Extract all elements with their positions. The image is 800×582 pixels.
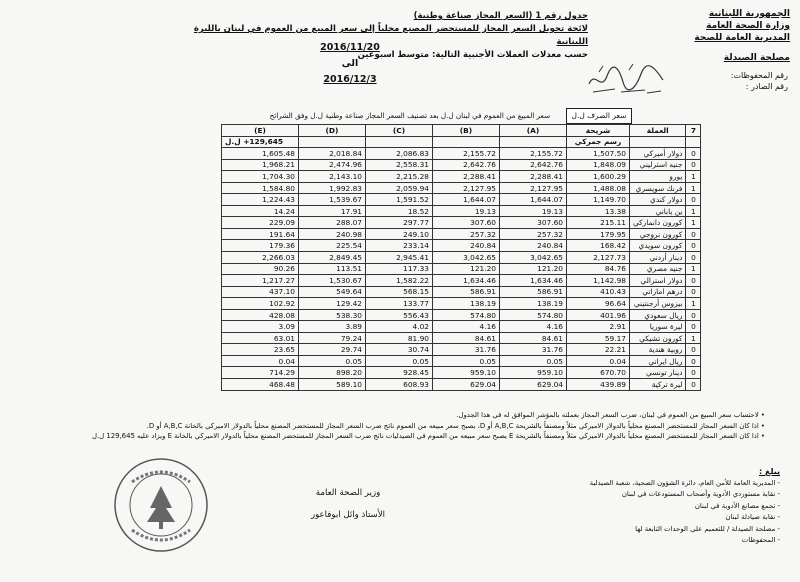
value-b: 2,642.76	[433, 159, 500, 171]
date-range	[295, 40, 405, 88]
row-index: 0	[686, 344, 701, 356]
value-b: 2,155.72	[433, 148, 500, 160]
table-row	[222, 194, 701, 206]
value-a: 959.10	[500, 367, 567, 379]
e-threshold: 129,645+ ل.ل	[225, 137, 284, 147]
value-b: 84.61	[433, 332, 500, 344]
table-row	[222, 332, 701, 344]
col-header-a: (A)	[500, 125, 567, 137]
recipients-label: يبلغ :	[759, 467, 780, 476]
value-e: 1,224.43	[222, 194, 299, 206]
value-e: 1,704.30	[222, 171, 299, 183]
value-b: 3,042.65	[433, 252, 500, 264]
value-b: 2,127.95	[433, 182, 500, 194]
value-d: 3.89	[299, 321, 366, 333]
value-a: 2,155.72	[500, 148, 567, 160]
currency-name: كورون نروجي	[630, 228, 686, 240]
currency-name: دولار استرالي	[630, 275, 686, 287]
value-a: 84.61	[500, 332, 567, 344]
col-header-c: (C)	[366, 125, 433, 137]
value-d: 2,018.84	[299, 148, 366, 160]
table-row	[222, 298, 701, 310]
value-b: 121.20	[433, 263, 500, 275]
corner-number: 7	[686, 125, 701, 137]
exchange-rate: 13.38	[567, 205, 630, 217]
e-threshold-cell	[222, 136, 299, 148]
table-row	[222, 367, 701, 379]
value-e: 1,584.80	[222, 182, 299, 194]
value-e: 3.09	[222, 321, 299, 333]
value-e: 191.64	[222, 228, 299, 240]
empty-cell	[299, 136, 366, 148]
exchange-rate: 179.95	[567, 228, 630, 240]
value-a: 574.80	[500, 309, 567, 321]
col-header-b: (B)	[433, 125, 500, 137]
value-a: 586.91	[500, 286, 567, 298]
value-c: 2,945.41	[366, 252, 433, 264]
value-c: 233.14	[366, 240, 433, 252]
value-e: 2,266.03	[222, 252, 299, 264]
row-index: 0	[686, 228, 701, 240]
exchange-rate: 1,488.08	[567, 182, 630, 194]
value-c: 2,086.83	[366, 148, 433, 160]
currency-name: ريال ايراني	[630, 355, 686, 367]
value-d: 240.98	[299, 228, 366, 240]
currency-name: كورون سويدي	[630, 240, 686, 252]
note-2: • اذا كان السعر المجاز للمستحضر المصنع محلياً بالدولار الاميركي مثلاً ومصنفاً بالشريحة A,B,C أو D، يصبح سعر مبيعه من العموم ناتج ضرب السعر المجاز للمستحضر المصنع محلياً بالدولار الاميركي بالخانة A,B,C أو D.	[146, 421, 765, 430]
empty-cell	[433, 136, 500, 148]
value-d: 1,530.67	[299, 275, 366, 287]
exchange-rate: 401.96	[567, 309, 630, 321]
recipients-block	[450, 466, 780, 547]
exchange-rate: 59.17	[567, 332, 630, 344]
recipient-3: - تجمع مصانع الأدوية في لبنان	[694, 501, 780, 510]
value-c: 1,591.52	[366, 194, 433, 206]
row-index: 0	[686, 240, 701, 252]
currency-name: ين ياباني	[630, 205, 686, 217]
row-index: 0	[686, 159, 701, 171]
value-c: 4.02	[366, 321, 433, 333]
value-c: 1,582.22	[366, 275, 433, 287]
value-b: 31.76	[433, 344, 500, 356]
value-c: 30.74	[366, 344, 433, 356]
value-d: 549.64	[299, 286, 366, 298]
value-e: 23.65	[222, 344, 299, 356]
empty-cell	[686, 136, 701, 148]
table-title: سعر المبيع من العموم في لبنان ل.ل بعد تصنيف السعر المجاز صناعة وطنية ل.ل وفق الشرائح	[269, 111, 550, 120]
value-b: 574.80	[433, 309, 500, 321]
value-c: 2,558.31	[366, 159, 433, 171]
file-number-label: رقم المحفوظات:	[730, 71, 788, 80]
table-row	[222, 148, 701, 160]
row-index: 1	[686, 217, 701, 229]
table-row	[222, 379, 701, 391]
table-row	[222, 252, 701, 264]
table-row	[222, 263, 701, 275]
value-b: 1,634.46	[433, 275, 500, 287]
value-e: 437.10	[222, 286, 299, 298]
value-e: 714.29	[222, 367, 299, 379]
value-a: 2,127.95	[500, 182, 567, 194]
value-c: 297.77	[366, 217, 433, 229]
date-to-word: الى	[341, 58, 359, 69]
value-d: 0.05	[299, 355, 366, 367]
ministry-header	[620, 8, 790, 64]
currency-name: ليرة سوريا	[630, 321, 686, 333]
currency-name: دولار كندي	[630, 194, 686, 206]
empty-cell	[366, 136, 433, 148]
value-a: 0.05	[500, 355, 567, 367]
minister-block	[258, 482, 438, 526]
table-row	[222, 159, 701, 171]
value-d: 129.42	[299, 298, 366, 310]
exchange-rate: 1,149.70	[567, 194, 630, 206]
exchange-rate: 96.64	[567, 298, 630, 310]
title-line-1: جدول رقم 1 (السعر المجاز صناعة وطنية)	[413, 11, 588, 21]
value-d: 79.24	[299, 332, 366, 344]
table-row	[222, 321, 701, 333]
value-a: 31.76	[500, 344, 567, 356]
currency-name: ريال سعودي	[630, 309, 686, 321]
exchange-rate: 168.42	[567, 240, 630, 252]
table-header-row-1	[222, 125, 701, 137]
official-stamp	[112, 456, 210, 554]
title-line-3: حسب معدلات العملات الأجنبية التالية: متوسط اسبوعين	[357, 50, 588, 60]
exchange-table-body	[222, 125, 701, 391]
empty-cell	[630, 136, 686, 148]
value-d: 288.07	[299, 217, 366, 229]
currency-name: يورو	[630, 171, 686, 183]
recipient-2: - نقابة مستوردي الأدوية وأصحاب المستودعات في لبنان	[621, 490, 780, 498]
value-b: 0.05	[433, 355, 500, 367]
exchange-rate: 2.91	[567, 321, 630, 333]
value-d: 1,539.67	[299, 194, 366, 206]
value-c: 568.15	[366, 286, 433, 298]
value-b: 240.84	[433, 240, 500, 252]
currency-name: روبية هندية	[630, 344, 686, 356]
header-line-republic: الجمهورية اللبنانية	[708, 9, 790, 19]
row-index: 0	[686, 379, 701, 391]
value-c: 0.05	[366, 355, 433, 367]
value-c: 556.43	[366, 309, 433, 321]
table-row	[222, 275, 701, 287]
value-b: 4.16	[433, 321, 500, 333]
value-e: 90.26	[222, 263, 299, 275]
row-index: 0	[686, 309, 701, 321]
note-1: • لاحتساب سعر المبيع من العموم في لبنان، ضرب السعر المجاز بعملته بالمؤشر الموافق له في هذا الجدول.	[456, 411, 765, 419]
recipient-1: - المديرية العامة للأمن العام، دائرة الشؤون الصحية، شعبة الصيدلية	[589, 478, 780, 487]
value-a: 2,642.76	[500, 159, 567, 171]
value-a: 629.04	[500, 379, 567, 391]
value-d: 113.51	[299, 263, 366, 275]
value-c: 249.10	[366, 228, 433, 240]
value-a: 3,042.65	[500, 252, 567, 264]
row-index: 0	[686, 286, 701, 298]
row-index: 1	[686, 263, 701, 275]
row-index: 1	[686, 298, 701, 310]
value-b: 307.60	[433, 217, 500, 229]
currency-name: ليرة تركية	[630, 379, 686, 391]
value-d: 225.54	[299, 240, 366, 252]
value-a: 121.20	[500, 263, 567, 275]
table-row	[222, 205, 701, 217]
value-e: 14.24	[222, 205, 299, 217]
value-a: 240.84	[500, 240, 567, 252]
recipient-4: - نقابة صيادلة لبنان	[725, 513, 780, 521]
minister-title: وزير الصحة العامة	[315, 488, 381, 498]
currency-name: فرنك سويسري	[630, 182, 686, 194]
value-e: 1,605.48	[222, 148, 299, 160]
value-a: 4.16	[500, 321, 567, 333]
value-c: 928.45	[366, 367, 433, 379]
row-index: 0	[686, 355, 701, 367]
value-d: 2,474.96	[299, 159, 366, 171]
row-index: 1	[686, 332, 701, 344]
value-b: 257.32	[433, 228, 500, 240]
value-d: 898.20	[299, 367, 366, 379]
exchange-rate: 410.43	[567, 286, 630, 298]
row-index: 0	[686, 275, 701, 287]
value-c: 81.90	[366, 332, 433, 344]
table-row	[222, 355, 701, 367]
exchange-rate: 439.89	[567, 379, 630, 391]
header-line-ministry: وزارة الصحة العامة	[706, 21, 790, 31]
customs-header: رسم جمركي	[567, 136, 630, 148]
value-d: 2,849.45	[299, 252, 366, 264]
exchange-rate: 84.76	[567, 263, 630, 275]
currency-name: بيزوس أرجنتيني	[630, 298, 686, 310]
value-e: 1,968.21	[222, 159, 299, 171]
header-line-directorate: المديرية العامة للصحة	[694, 33, 790, 43]
row-index: 0	[686, 148, 701, 160]
value-b: 2,288.41	[433, 171, 500, 183]
outgoing-number-label: رقم الصادر :	[745, 82, 788, 91]
value-c: 18.52	[366, 205, 433, 217]
minister-name: الأستاذ وائل ابوفاعور	[310, 510, 386, 520]
value-b: 1,644.07	[433, 194, 500, 206]
table-row	[222, 228, 701, 240]
exchange-rate: 215.11	[567, 217, 630, 229]
currency-header: العملة	[630, 125, 686, 137]
value-d: 2,143.10	[299, 171, 366, 183]
value-a: 307.60	[500, 217, 567, 229]
exchange-rate-box: سعر الصرف ل.ل	[566, 108, 632, 124]
row-index: 1	[686, 171, 701, 183]
value-e: 102.92	[222, 298, 299, 310]
value-b: 586.91	[433, 286, 500, 298]
col-header-e: (E)	[222, 125, 299, 137]
handwritten-signature	[585, 62, 667, 98]
currency-name: جنيه استرليني	[630, 159, 686, 171]
value-e: 468.48	[222, 379, 299, 391]
value-d: 538.30	[299, 309, 366, 321]
exchange-rate: 22.21	[567, 344, 630, 356]
table-row	[222, 344, 701, 356]
bracket-header: شريحة	[567, 125, 630, 137]
value-c: 2,215.28	[366, 171, 433, 183]
value-d: 1,992.83	[299, 182, 366, 194]
date-from: 2016/11/20	[320, 42, 380, 53]
table-row	[222, 286, 701, 298]
date-to: 2016/12/3	[323, 74, 377, 85]
empty-cell	[500, 136, 567, 148]
currency-name: دينار تونسي	[630, 367, 686, 379]
value-c: 117.33	[366, 263, 433, 275]
row-index: 0	[686, 321, 701, 333]
value-b: 629.04	[433, 379, 500, 391]
exchange-rate: 1,142.98	[567, 275, 630, 287]
table-row	[222, 240, 701, 252]
value-e: 229.09	[222, 217, 299, 229]
value-a: 138.19	[500, 298, 567, 310]
value-e: 428.08	[222, 309, 299, 321]
exchange-rate: 0.04	[567, 355, 630, 367]
value-c: 608.93	[366, 379, 433, 391]
currency-name: دولار أميركي	[630, 148, 686, 160]
currency-name: دينار أردني	[630, 252, 686, 264]
value-d: 17.91	[299, 205, 366, 217]
exchange-rate: 670.70	[567, 367, 630, 379]
row-index: 1	[686, 205, 701, 217]
value-a: 1,634.46	[500, 275, 567, 287]
value-b: 138.19	[433, 298, 500, 310]
exchange-rate: 1,507.50	[567, 148, 630, 160]
recipient-5: - مصلحة الصيدلة / للتعميم على الوحدات التابعة لها	[635, 524, 780, 533]
recipient-6: - المحفوظات	[741, 536, 780, 544]
value-e: 179.36	[222, 240, 299, 252]
value-e: 0.04	[222, 355, 299, 367]
table-header-row-2	[222, 136, 701, 148]
exchange-rate: 2,127.73	[567, 252, 630, 264]
notes-block	[91, 410, 765, 442]
value-a: 2,288.41	[500, 171, 567, 183]
value-c: 133.77	[366, 298, 433, 310]
currency-name: كورون دانماركي	[630, 217, 686, 229]
row-index: 0	[686, 194, 701, 206]
exchange-table	[221, 124, 701, 391]
value-a: 1,644.07	[500, 194, 567, 206]
row-index: 1	[686, 182, 701, 194]
currency-name: كورون تشيكي	[630, 332, 686, 344]
exchange-rate: 1,600.29	[567, 171, 630, 183]
value-e: 1,217.27	[222, 275, 299, 287]
value-b: 19.13	[433, 205, 500, 217]
value-a: 257.32	[500, 228, 567, 240]
value-c: 2,059.94	[366, 182, 433, 194]
table-row	[222, 309, 701, 321]
note-3: • اذا كان السعر المجاز للمستحضر المصنع محلياً بالدولار الاميركي مثلاً ومصنفاً بالشريحة E يصبح سعر مبيعه من العموم في الصيدليات ناتج ضرب السعر المجاز للمستحضر المصنع محلياً بالدولار الاميركي بالخانة E ويزاد عليه 129,645 ل.ل	[91, 432, 765, 440]
value-d: 29.74	[299, 344, 366, 356]
currency-name: درهم اماراتي	[630, 286, 686, 298]
table-row	[222, 217, 701, 229]
exchange-rate: 1,848.09	[567, 159, 630, 171]
row-index: 0	[686, 252, 701, 264]
value-a: 19.13	[500, 205, 567, 217]
header-line-department: مصلحة الصيدلة	[723, 53, 790, 63]
value-e: 63.01	[222, 332, 299, 344]
value-d: 589.10	[299, 379, 366, 391]
table-row	[222, 182, 701, 194]
table-row	[222, 171, 701, 183]
value-b: 959.10	[433, 367, 500, 379]
row-index: 0	[686, 367, 701, 379]
currency-name: جنيه مصري	[630, 263, 686, 275]
title-line-2: لائحة تحويل السعر المجاز للمستحضر المصنع محلياً إلى سعر المبيع من العموم في لبنان بالليرة اللبنانية	[193, 24, 588, 47]
col-header-d: (D)	[299, 125, 366, 137]
